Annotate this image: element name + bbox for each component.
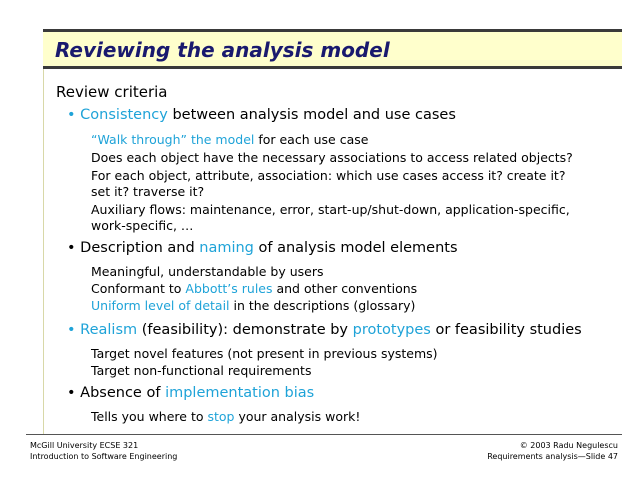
auxiliary-line-2: work-specific, … bbox=[91, 218, 194, 233]
consistency-term: Consistency bbox=[80, 107, 168, 123]
novel-features-line: Target novel features (not present in previous systems) bbox=[91, 346, 438, 361]
naming-term: naming bbox=[199, 240, 254, 256]
access-line-1: For each object, attribute, association: which use cases access it? create it? bbox=[91, 168, 566, 183]
description-pre: Description and bbox=[80, 240, 200, 256]
bullet-marker: • bbox=[67, 322, 76, 338]
footer-course: Introduction to Software Engineering bbox=[30, 452, 178, 461]
bullet-marker: • bbox=[67, 107, 76, 123]
stop-pre: Tells you where to bbox=[91, 409, 208, 424]
walkthrough-term: “Walk through” the model bbox=[91, 132, 255, 147]
abbott-term: Abbott’s rules bbox=[185, 281, 273, 296]
stop-post: your analysis work! bbox=[234, 409, 361, 424]
slide-title: Reviewing the analysis model bbox=[55, 38, 390, 62]
prototypes-term: prototypes bbox=[352, 322, 431, 338]
footer-copyright: © 2003 Radu Negulescu bbox=[519, 441, 618, 450]
footer-slide-number: Requirements analysis—Slide 47 bbox=[487, 452, 618, 461]
bullet-marker: • bbox=[67, 385, 76, 401]
bullet-absence bbox=[67, 385, 314, 401]
realism-term: Realism bbox=[80, 322, 138, 338]
footer-divider bbox=[26, 434, 622, 435]
associations-line: Does each object have the necessary associations to access related objects? bbox=[91, 150, 573, 165]
abbott-line bbox=[91, 281, 417, 296]
auxiliary-line-1: Auxiliary flows: maintenance, error, start-up/shut-down, application-specific, bbox=[91, 202, 570, 217]
stop-term: stop bbox=[207, 409, 235, 424]
nonfunctional-line: Target non-functional requirements bbox=[91, 363, 312, 378]
access-line-2: set it? traverse it? bbox=[91, 184, 205, 199]
implementation-bias-term: implementation bias bbox=[165, 385, 315, 401]
consistency-text: between analysis model and use cases bbox=[167, 107, 456, 123]
bullet-marker: • bbox=[67, 240, 76, 256]
realism-post: or feasibility studies bbox=[430, 322, 582, 338]
absence-pre: Absence of bbox=[80, 385, 166, 401]
meaningful-line: Meaningful, understandable by users bbox=[91, 264, 324, 279]
abbott-post: and other conventions bbox=[272, 281, 418, 296]
footer-university: McGill University ECSE 321 bbox=[30, 441, 139, 450]
realism-mid: (feasibility): demonstrate by bbox=[137, 322, 353, 338]
uniform-term: Uniform level of detail bbox=[91, 298, 230, 313]
uniform-line bbox=[91, 298, 415, 313]
bullet-description bbox=[67, 240, 458, 256]
bullet-realism bbox=[67, 322, 582, 338]
uniform-text: in the descriptions (glossary) bbox=[229, 298, 416, 313]
walkthrough-text: for each use case bbox=[254, 132, 369, 147]
stop-line bbox=[91, 409, 360, 424]
description-post: of analysis model elements bbox=[253, 240, 458, 256]
walkthrough-line bbox=[91, 132, 368, 147]
bullet-consistency bbox=[67, 107, 456, 123]
review-criteria-heading: Review criteria bbox=[56, 83, 168, 101]
abbott-pre: Conformant to bbox=[91, 281, 186, 296]
left-divider bbox=[43, 69, 44, 434]
